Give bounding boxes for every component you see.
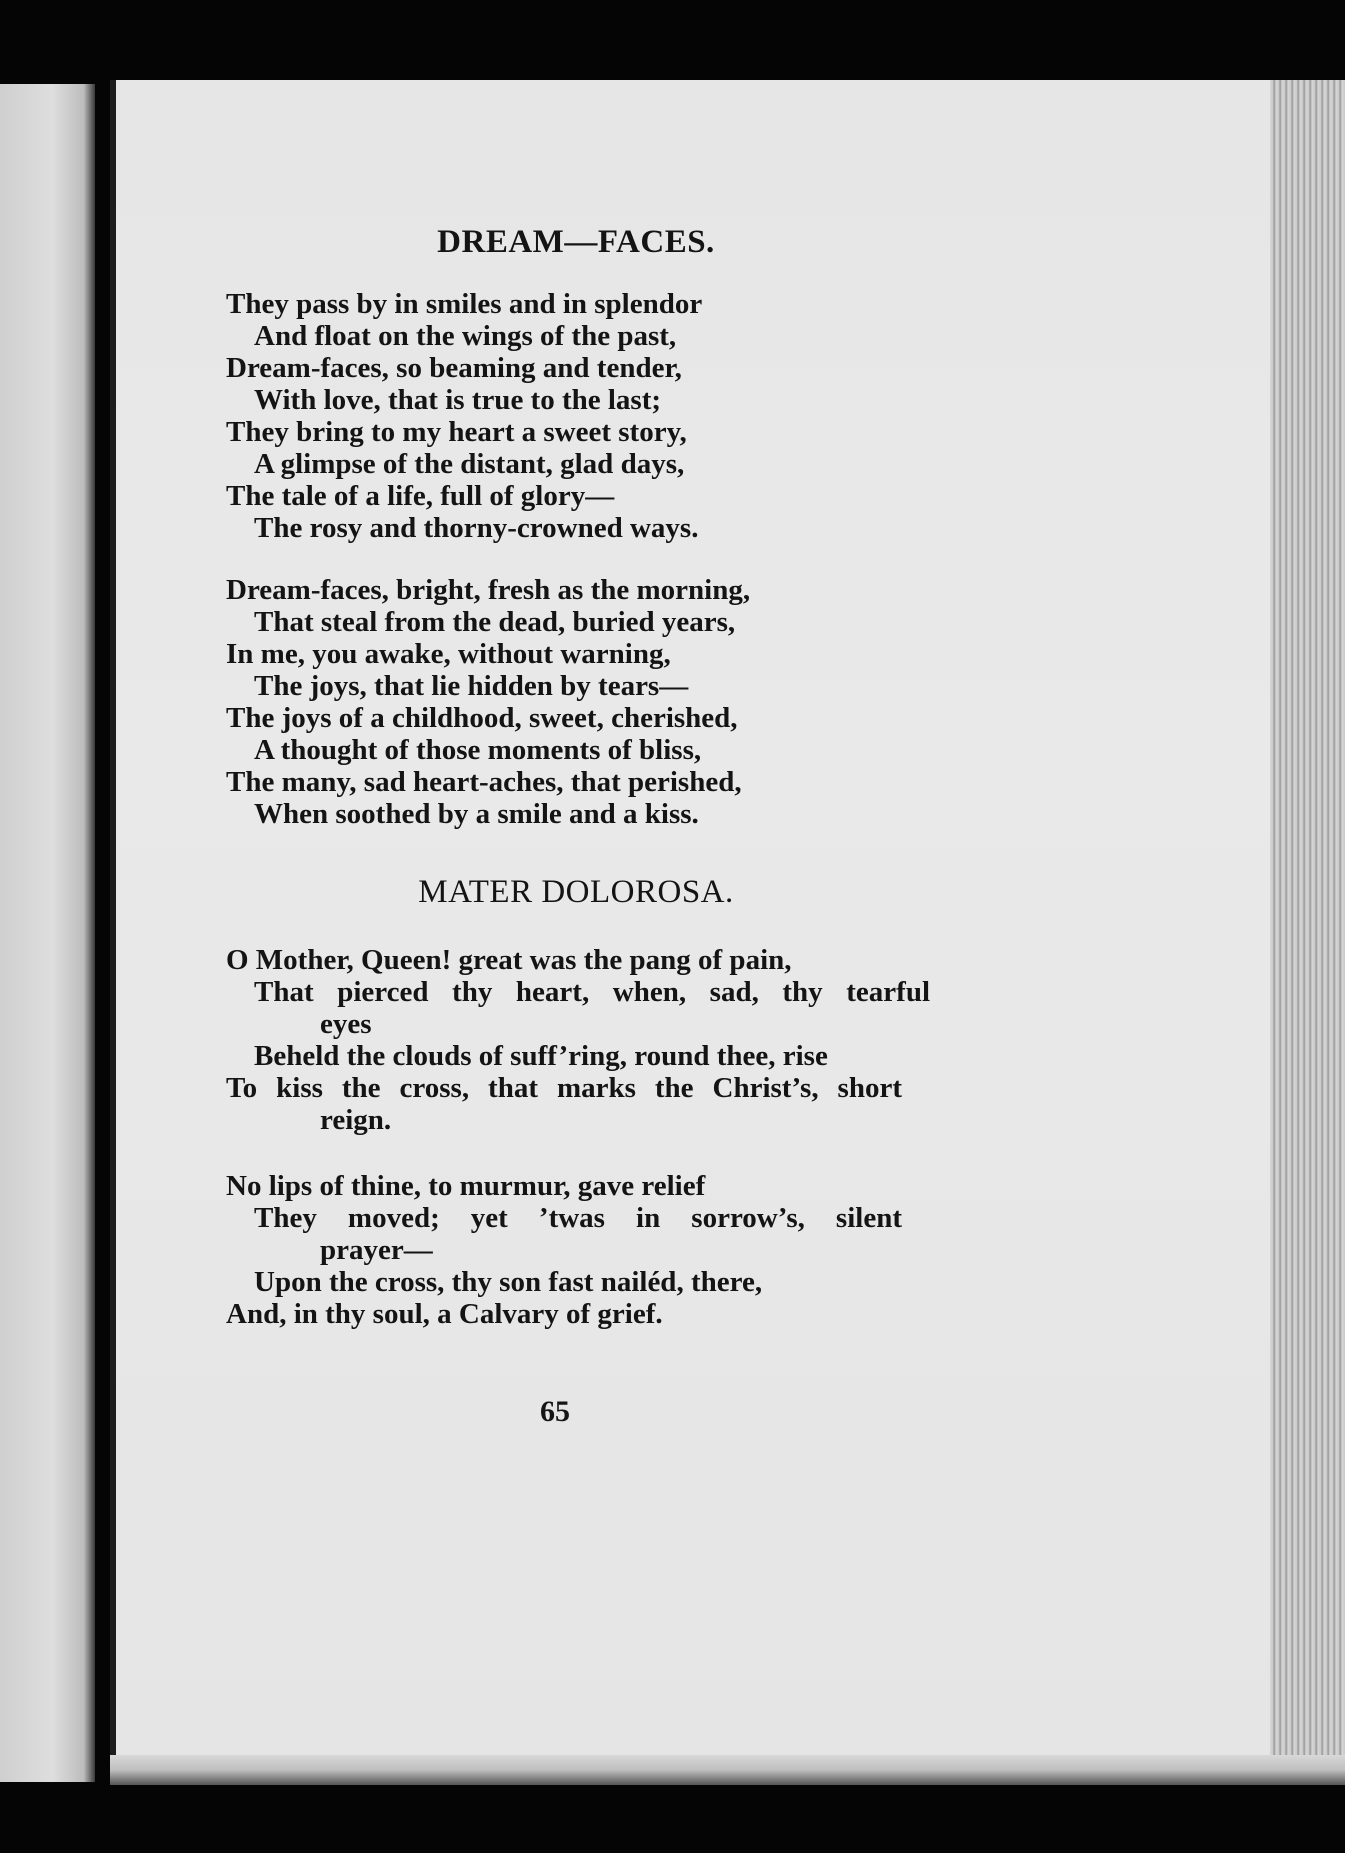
poem-line: The tale of a life, full of glory— bbox=[226, 480, 615, 512]
page-stack-edge bbox=[1270, 80, 1345, 1780]
poem-line: eyes bbox=[320, 1008, 372, 1040]
poem-line: The many, sad heart-aches, that perished, bbox=[226, 766, 742, 798]
poem-line: They moved; yet ’twas in sorrow’s, silent bbox=[254, 1202, 902, 1234]
poem-line: To kiss the cross, that marks the Christ’s, short bbox=[226, 1072, 902, 1104]
poem-line: Dream-faces, bright, fresh as the morning, bbox=[226, 574, 751, 606]
page-number: 65 bbox=[540, 1395, 570, 1428]
poem-title-dream-faces: DREAM—FACES. bbox=[437, 224, 715, 260]
poem-line: Dream-faces, so beaming and tender, bbox=[226, 352, 682, 384]
poem-line: That pierced thy heart, when, sad, thy tearful bbox=[254, 976, 930, 1008]
poem-line: O Mother, Queen! great was the pang of pain, bbox=[226, 944, 792, 976]
poem-line: That steal from the dead, buried years, bbox=[254, 606, 736, 638]
poem-line: Upon the cross, thy son fast nailéd, there, bbox=[254, 1266, 763, 1298]
poem-line: reign. bbox=[320, 1104, 392, 1136]
poem-line: When soothed by a smile and a kiss. bbox=[254, 798, 699, 830]
poem-line: The joys of a childhood, sweet, cherished, bbox=[226, 702, 738, 734]
page-bottom-edge bbox=[110, 1755, 1345, 1785]
poem-line: And float on the wings of the past, bbox=[254, 320, 677, 352]
poem-line: The joys, that lie hidden by tears— bbox=[254, 670, 689, 702]
poem-title-mater-dolorosa: MATER DOLOROSA. bbox=[418, 874, 734, 910]
poem-line: A thought of those moments of bliss, bbox=[254, 734, 702, 766]
poem-line: And, in thy soul, a Calvary of grief. bbox=[226, 1298, 663, 1330]
poem-line: They pass by in smiles and in splendor bbox=[226, 288, 703, 320]
poem-line: No lips of thine, to murmur, gave relief bbox=[226, 1170, 706, 1202]
poem-line: The rosy and thorny-crowned ways. bbox=[254, 512, 699, 544]
facing-page-edge bbox=[0, 84, 95, 1782]
poem-line: They bring to my heart a sweet story, bbox=[226, 416, 687, 448]
poem-line: A glimpse of the distant, glad days, bbox=[254, 448, 685, 480]
poem-line: Beheld the clouds of suff’ring, round thee, rise bbox=[254, 1040, 828, 1072]
poem-line: With love, that is true to the last; bbox=[254, 384, 662, 416]
poem-line: In me, you awake, without warning, bbox=[226, 638, 671, 670]
poem-line: prayer— bbox=[320, 1234, 433, 1266]
